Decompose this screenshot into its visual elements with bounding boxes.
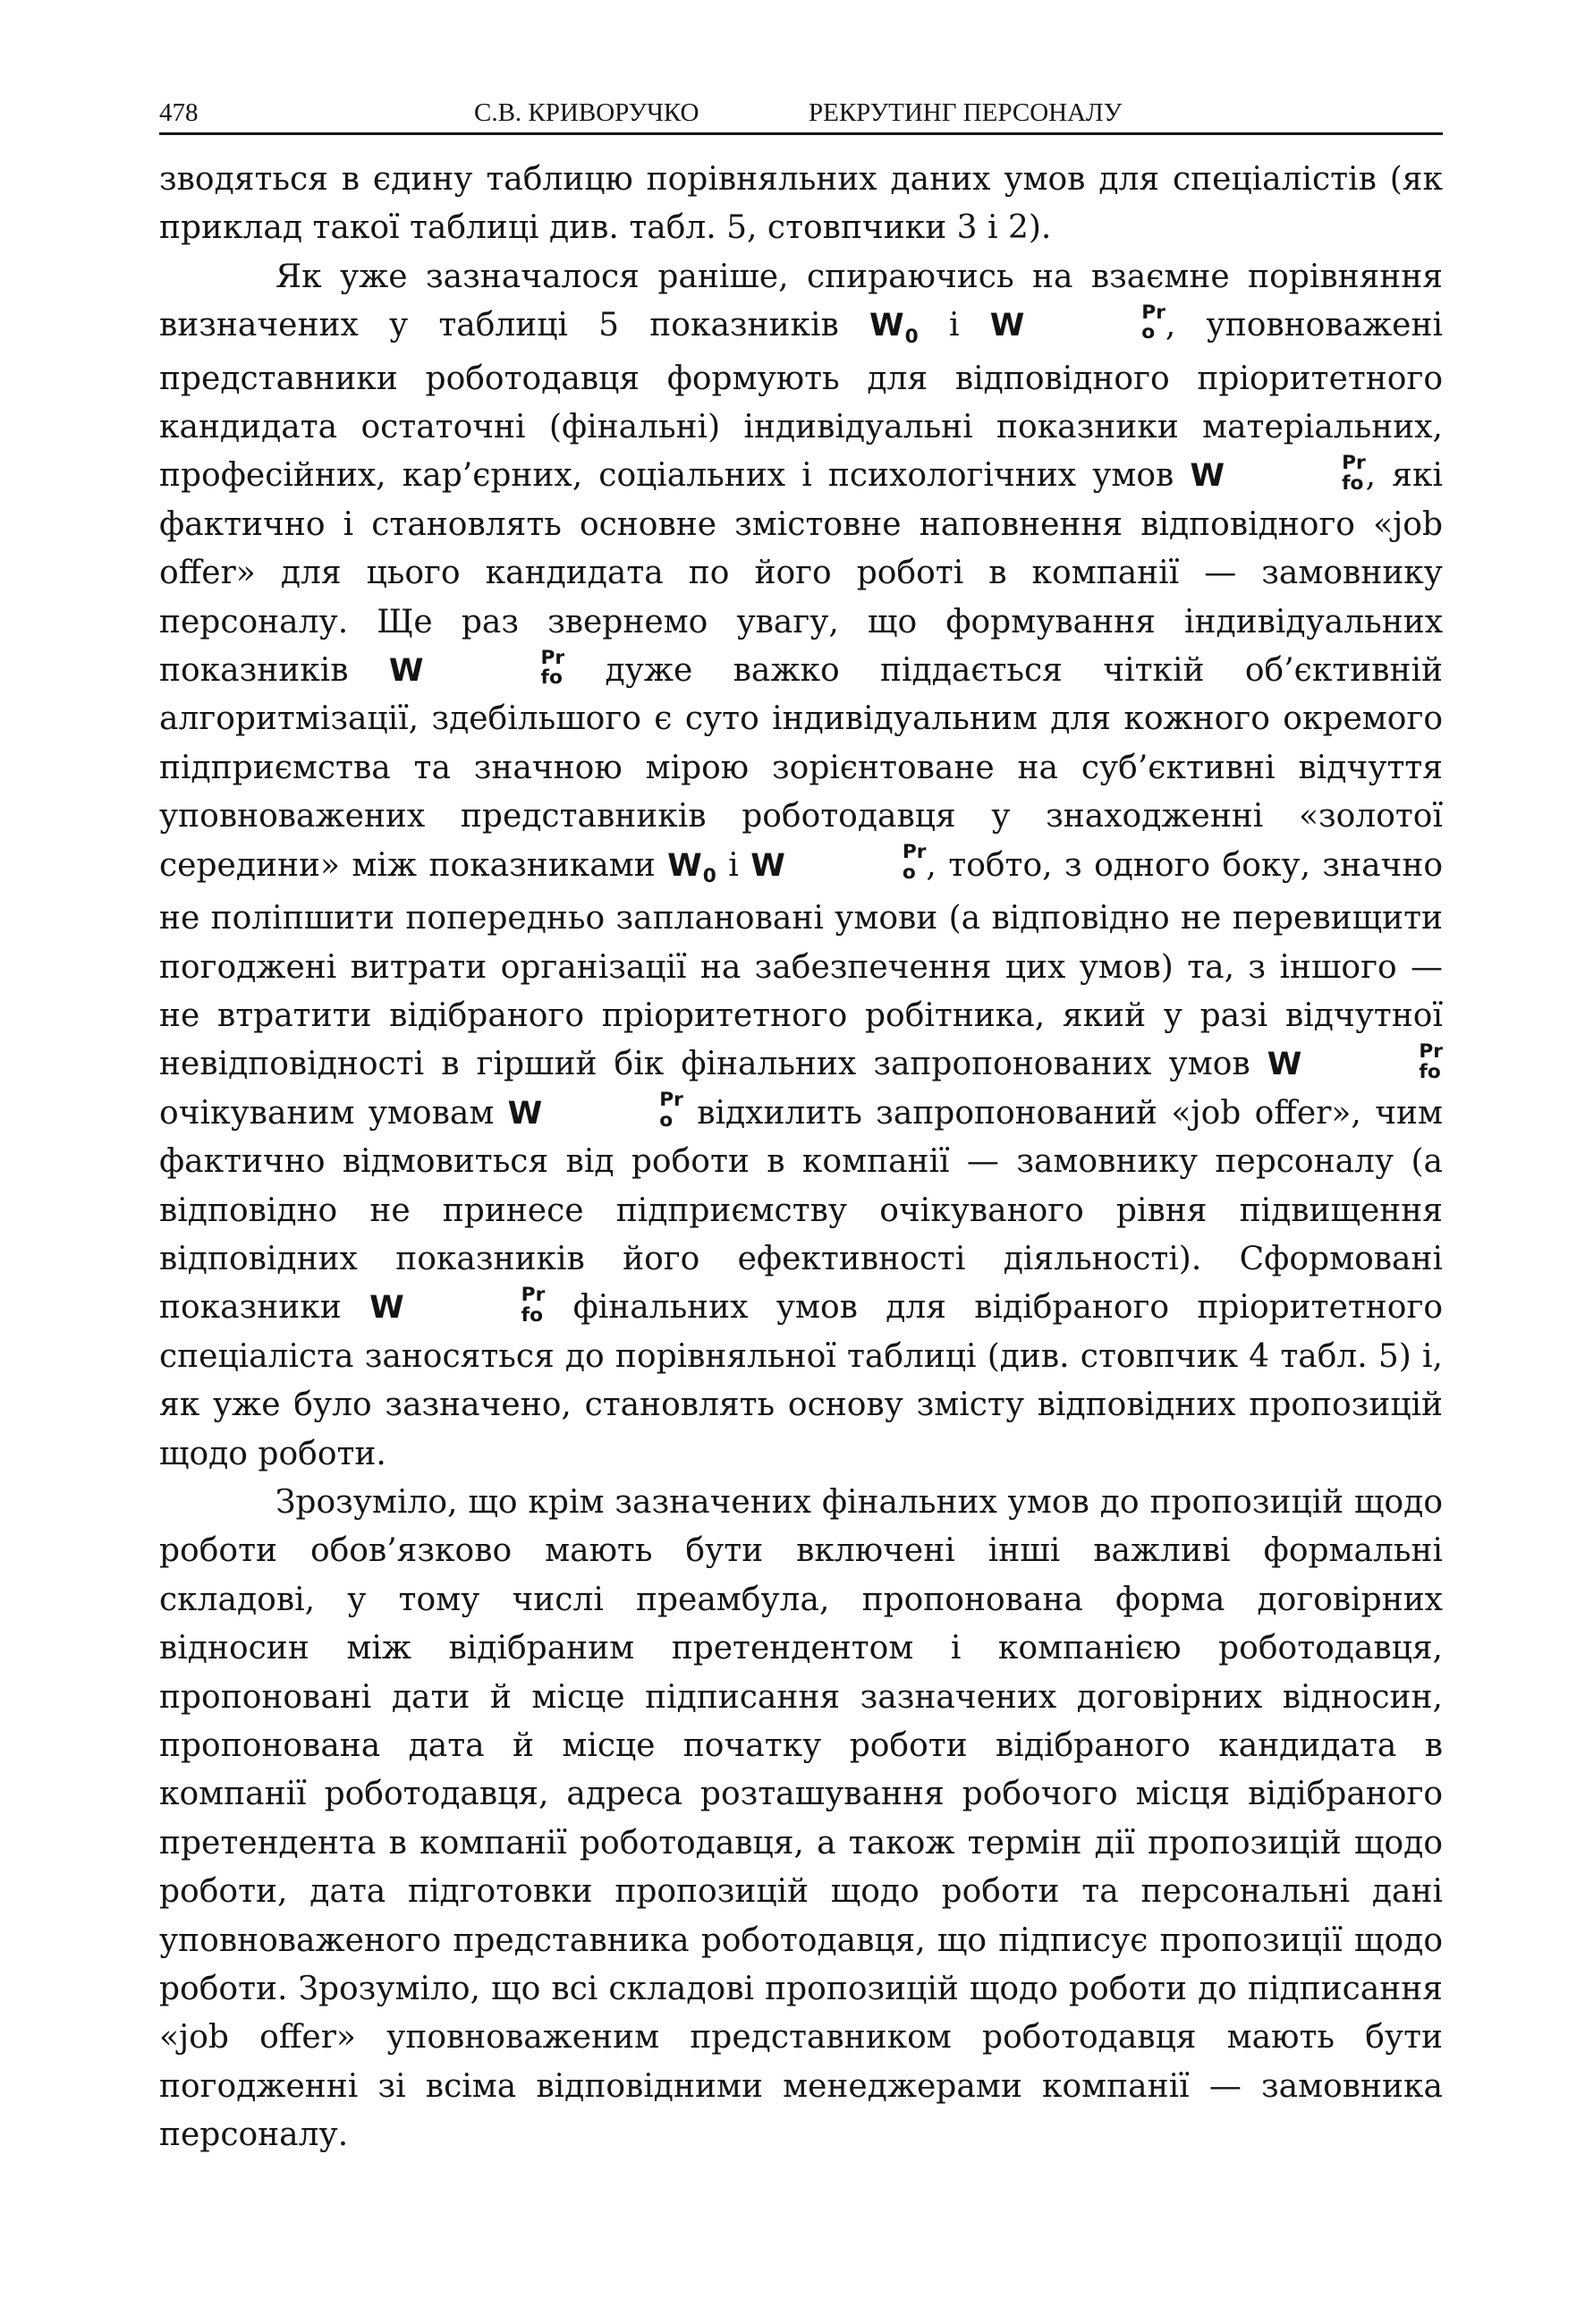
paragraph-2-text-9: відхилить запропонований «job offer», чим фактично відмовиться від роботи в компанії — замовнику персоналу (а відповідно не принесе підприємству очікуваного рівня підвищення відповідних показників його ефективності діяльності). Сформовані показники — [159, 1094, 1443, 1327]
symbol-wo-pr: W Pr o — [750, 841, 927, 884]
symbol-wfo-pr: W Pr fo — [369, 1283, 546, 1327]
paragraph-2-text-2: і — [918, 307, 990, 344]
paragraph-2-text-3: , уповноважені представники роботодавця формують для відповідного пріоритетного кандидата остаточні (фінальні) індивідуальні показники матеріальних, професійних, кар’єрних, соціальних і психологічних умов — [159, 307, 1443, 495]
symbol-wo-pr: W Pr o — [507, 1089, 683, 1132]
paragraph-2-text-4: , які фактично і становлять основне змістовне наповнення відповідного «job offer» для цього кандидата по його роботі в компанії — замовнику персоналу. Ще раз звернемо увагу, що формування індивідуальних показників — [159, 457, 1443, 690]
paragraph-2-text-8: очікуваним умовам — [159, 1094, 508, 1132]
page-body — [159, 156, 1443, 2160]
paragraph-2 — [159, 253, 1443, 1479]
running-header — [159, 89, 1443, 135]
symbol-w0: $W_0$ — [869, 308, 919, 348]
paragraph-3-text: Зрозуміло, що крім зазначених фінальних умов до пропозицій щодо роботи обов’язково мають бути включені інші важливі формальні складові, у тому числі преамбула, пропонована форма договірних відносин між відібраним претендентом і компанією роботодавця, пропоновані дати й місце підписання зазначених договірних відносин, пропонована дата й місце початку роботи відібраного кандидата в компанії роботодавця, адреса розташування робочого місця відібраного претендента в компанії роботодавця, а також термін дії пропозицій щодо роботи, дата підготовки пропозицій щодо роботи та персональні дані уповноваженого представника роботодавця, що підписує пропозиції щодо роботи. Зрозуміло, що всі складові пропозицій щодо роботи до підписання «job offer» уповноваженим представником роботодавця мають бути погодженні зі всіма відповідними менеджерами компанії — замовника персоналу. — [159, 1483, 1443, 2154]
symbol-wo-pr: W Pr o — [989, 301, 1165, 344]
paragraph-1-text: зводяться в єдину таблицю порівняльних даних умов для спеціалістів (як приклад такої таблиці див. табл. 5, стовпчики 3 і 2). — [159, 161, 1443, 247]
paragraph-2-text-5: дуже важко піддається чіткій об’єктивній алгоритмізації, здебільшого є суто індивідуальним для кожного окремого підприємства та значною мірою зорієнтоване на суб’єктивні відчуття уповноважених представників роботодавця у знаходженні «золотої середини» між показниками — [159, 652, 1444, 884]
header-book-title: РЕКРУТИНГ ПЕРСОНАЛУ — [809, 98, 1123, 127]
page-number: 478 — [159, 98, 199, 127]
paragraph-1 — [159, 156, 1443, 253]
paragraph-2-text-1: Як уже зазначалося раніше, спираючись на взаємне порівняння визначених у таблиці 5 показників — [159, 258, 1443, 344]
symbol-wfo-pr: W Pr fo — [1267, 1039, 1443, 1083]
header-author: С.В. КРИВОРУЧКО — [474, 98, 699, 127]
symbol-wfo-pr: W Pr fo — [1190, 451, 1366, 495]
paragraph-2-text-6: і — [716, 846, 751, 884]
symbol-w0: $W_0$ — [667, 847, 716, 888]
symbol-wfo-pr: W Pr fo — [388, 646, 565, 690]
paragraph-2-text-10: фінальних умов для відібраного пріоритетного спеціаліста заносяться до порівняльної таблиці (див. стовпчик 4 табл. 5) і, як уже було зазначено, становлять основу змісту відповідних пропозицій щодо роботи. — [159, 1289, 1443, 1472]
paragraph-2-text-7: , тобто, з одного боку, значно не поліпшити попередньо заплановані умови (а відповідно не перевищити погоджені витрати організації на забезпечення цих умов) та, з іншого — не втратити відібраного пріоритетного робітника, який у разі відчутної невідповідності в гірший бік фінальних запропонованих умов — [159, 846, 1443, 1083]
paragraph-3 — [159, 1479, 1443, 2160]
book-page — [159, 89, 1443, 2160]
